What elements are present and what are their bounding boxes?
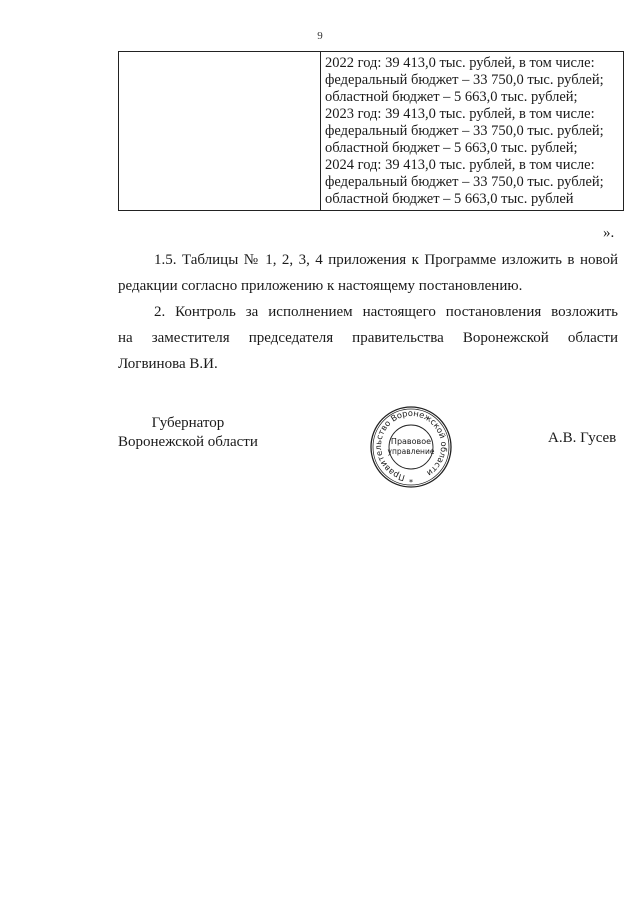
- seal-center-line-1: Правовое: [390, 437, 432, 446]
- signatory-title-line-1: Губернатор: [151, 415, 225, 431]
- budget-line-2023-regional: областной бюджет – 5 663,0 тыс. рублей;: [325, 140, 578, 156]
- budget-table: [118, 51, 624, 211]
- signatory-title-line-2: Воронежской области: [118, 434, 258, 450]
- budget-line-2024-federal: федеральный бюджет – 33 750,0 тыс. рублей;: [325, 174, 604, 190]
- budget-line-2024-total: 2024 год: 39 413,0 тыс. рублей, в том числе:: [325, 157, 595, 173]
- budget-line-2023-total: 2023 год: 39 413,0 тыс. рублей, в том числе:: [325, 106, 595, 122]
- budget-line-2022-total: 2022 год: 39 413,0 тыс. рублей, в том числе:: [325, 55, 595, 71]
- seal-ring-text: Правительство Воронежской области: [372, 407, 450, 484]
- paragraph-2: [118, 299, 618, 377]
- seal-center-line-2: управление: [387, 447, 435, 456]
- seal-star: *: [409, 478, 413, 487]
- table-left-cell: [119, 52, 321, 211]
- paragraph-line: редакции согласно приложению к настоящему постановлению.: [118, 278, 523, 294]
- paragraph-line: 2. Контроль за исполнением настоящего постановления возложить: [154, 304, 618, 320]
- closing-quote: ».: [603, 225, 615, 241]
- signatory-title: [118, 414, 258, 452]
- official-seal-stamp: [360, 404, 462, 491]
- paragraph-1-5: [118, 247, 618, 299]
- paragraph-line: на заместителя председателя правительства Воронежской области: [118, 330, 618, 346]
- paragraph-line: 1.5. Таблицы № 1, 2, 3, 4 приложения к Программе изложить в новой: [154, 252, 618, 268]
- budget-line-2024-regional: областной бюджет – 5 663,0 тыс. рублей: [325, 191, 574, 207]
- table-row: [119, 52, 624, 211]
- budget-line-2023-federal: федеральный бюджет – 33 750,0 тыс. рублей;: [325, 123, 604, 139]
- paragraph-line: Логвинова В.И.: [118, 356, 218, 372]
- signatory-name: А.В. Гусев: [548, 430, 617, 446]
- table-right-cell: [321, 52, 624, 211]
- page-number: 9: [317, 30, 323, 42]
- budget-line-2022-regional: областной бюджет – 5 663,0 тыс. рублей;: [325, 89, 578, 105]
- budget-line-2022-federal: федеральный бюджет – 33 750,0 тыс. рублей;: [325, 72, 604, 88]
